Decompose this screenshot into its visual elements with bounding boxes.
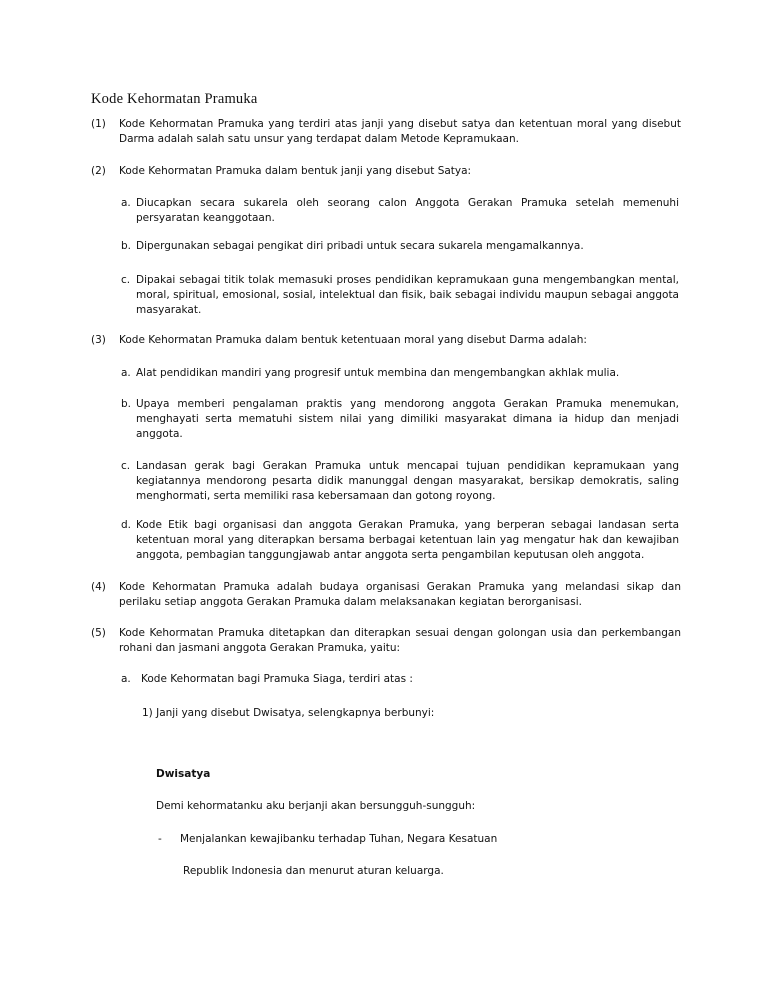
paragraph-2	[91, 164, 681, 179]
paragraph-2-item-a	[121, 196, 679, 226]
paragraph-text: Kode Kehormatan Pramuka dalam bentuk janji yang disebut Satya:	[119, 165, 472, 177]
paragraph-3-item-c	[121, 459, 679, 504]
dwisatya-heading: Dwisatya	[156, 768, 211, 780]
item-text: Kode Etik bagi organisasi dan anggota Gerakan Pramuka, yang berperan sebagai landasan serta ketentuan moral yang diterapkan bersama berbagai ketentuan lain yag mengatur hak dan kewajiban anggota, pembagian tanggungjawab antar anggota serta pengambilan keputusan oleh anggota.	[136, 519, 679, 561]
item-letter: d.	[121, 519, 132, 531]
paragraph-3-item-b	[121, 397, 679, 442]
dwisatya-intro: Demi kehormatanku aku berjanji akan bersungguh-sungguh:	[156, 800, 476, 812]
paragraph-1	[91, 117, 681, 147]
paragraph-5-item-a	[121, 672, 679, 687]
item-letter: a.	[121, 673, 131, 685]
item-text: Dipergunakan sebagai pengikat diri pribadi untuk secara sukarela mengamalkannya.	[136, 240, 584, 252]
item-letter: a.	[121, 367, 131, 379]
paragraph-number: (2)	[91, 165, 106, 177]
paragraph-number: (5)	[91, 627, 106, 639]
paragraph-number: (3)	[91, 334, 106, 346]
paragraph-3-item-d	[121, 518, 679, 563]
item-letter: c.	[121, 460, 131, 472]
paragraph-5	[91, 626, 681, 656]
dwisatya-line-2: Republik Indonesia dan menurut aturan keluarga.	[183, 865, 444, 877]
item-text: Alat pendidikan mandiri yang progresif untuk membina dan mengembangkan akhlak mulia.	[136, 367, 620, 379]
item-text: Landasan gerak bagi Gerakan Pramuka untuk mencapai tujuan pendidikan kepramukaan yang kegiatannya mendorong pesarta didik manunggal dengan masyarakat, bersikap demokratis, saling menghormati, serta memiliki rasa kebersamaan dan gotong royong.	[136, 460, 679, 502]
item-text: Diucapkan secara sukarela oleh seorang calon Anggota Gerakan Pramuka setelah memenuhi persyaratan keanggotaan.	[136, 197, 679, 224]
paragraph-2-item-b	[121, 239, 679, 254]
item-letter: b.	[121, 398, 132, 410]
paragraph-text: Kode Kehormatan Pramuka yang terdiri atas janji yang disebut satya dan ketentuan moral yang disebut Darma adalah salah satu unsur yang terdapat dalam Metode Kepramukaan.	[119, 118, 681, 145]
item-text: Upaya memberi pengalaman praktis yang mendorong anggota Gerakan Pramuka menemukan, menghayati serta mematuhi sistem nilai yang dimiliki masyarakat dimana ia hidup dan menjadi anggota.	[136, 398, 679, 440]
dwisatya-line-1: Menjalankan kewajibanku terhadap Tuhan, Negara Kesatuan	[180, 833, 498, 845]
paragraph-4	[91, 580, 681, 610]
item-letter: c.	[121, 274, 131, 286]
paragraph-text: Kode Kehormatan Pramuka ditetapkan dan diterapkan sesuai dengan golongan usia dan perkembangan rohani dan jasmani anggota Gerakan Pramuka, yaitu:	[119, 627, 681, 654]
bullet-dash: -	[158, 833, 162, 845]
paragraph-3	[91, 333, 681, 348]
item-text: Dipakai sebagai titik tolak memasuki proses pendidikan kepramukaan guna mengembangkan mental, moral, spiritual, emosional, sosial, intelektual dan fisik, baik sebagai individu maupun sebagai anggota masyarakat.	[136, 274, 679, 316]
paragraph-number: (1)	[91, 118, 106, 130]
paragraph-text: Kode Kehormatan Pramuka adalah budaya organisasi Gerakan Pramuka yang melandasi sikap dan perilaku setiap anggota Gerakan Pramuka dalam melaksanakan kegiatan berorganisasi.	[119, 581, 681, 608]
item-text: Kode Kehormatan bagi Pramuka Siaga, terdiri atas :	[141, 673, 413, 685]
paragraph-text: Kode Kehormatan Pramuka dalam bentuk ketentuaan moral yang disebut Darma adalah:	[119, 334, 587, 346]
paragraph-number: (4)	[91, 581, 106, 593]
item-letter: a.	[121, 197, 131, 209]
paragraph-2-item-c	[121, 273, 679, 318]
document-title: Kode Kehormatan Pramuka	[91, 91, 258, 107]
paragraph-3-item-a	[121, 366, 679, 381]
item-letter: b.	[121, 240, 132, 252]
paragraph-5-item-a-1: 1) Janji yang disebut Dwisatya, selengkapnya berbunyi:	[142, 707, 435, 719]
